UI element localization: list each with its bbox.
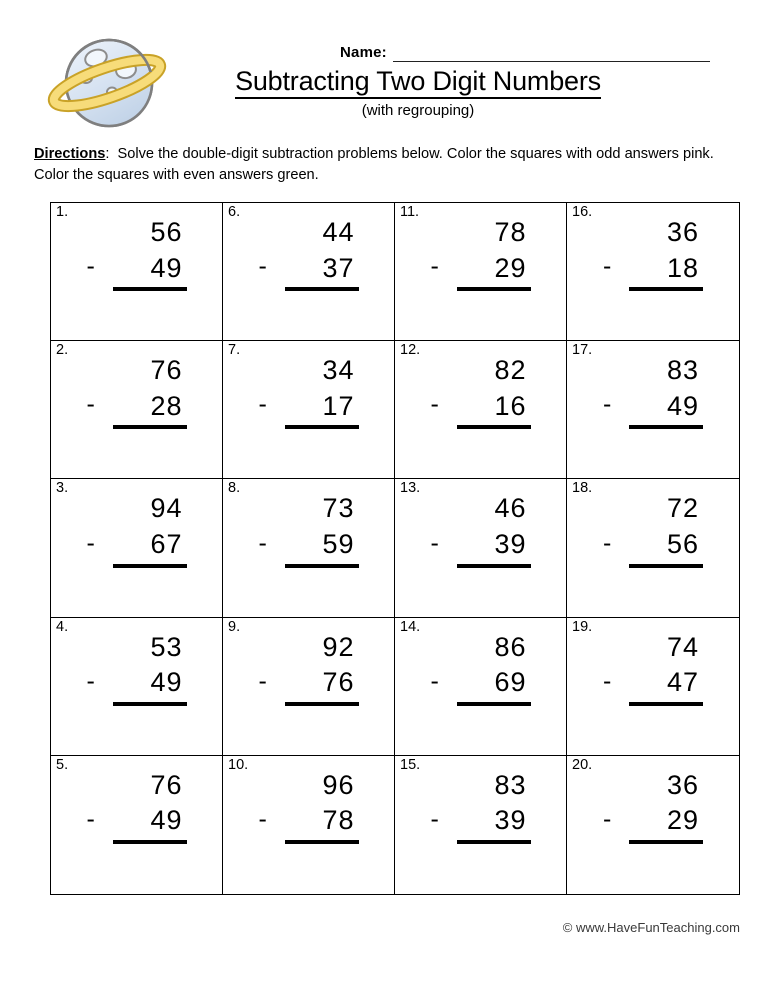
problem-number: 9. (228, 618, 241, 635)
problem-cell[interactable] (223, 618, 395, 756)
problem-stack (603, 215, 703, 291)
problem-cell[interactable] (223, 479, 395, 617)
subtraction-problem (567, 630, 739, 706)
subtrahend: 78 (322, 805, 355, 836)
answer-rule (457, 564, 531, 568)
answer-rule (113, 702, 187, 706)
minuend: 76 (150, 769, 183, 800)
minuend: 73 (322, 493, 355, 524)
answer-rule (285, 564, 359, 568)
subtraction-problem (395, 768, 566, 844)
minuend: 74 (666, 631, 699, 662)
answer-rule (457, 425, 531, 429)
subtrahend: 56 (666, 529, 699, 560)
problem-cell[interactable] (567, 341, 739, 479)
worksheet-header (0, 0, 768, 140)
subtraction-problem (395, 630, 566, 706)
subtraction-problem (395, 353, 566, 429)
answer-rule (113, 425, 187, 429)
name-field-row (340, 44, 710, 62)
directions (34, 144, 740, 185)
minus-operator-icon: - (430, 528, 439, 557)
subtraction-problem (395, 215, 566, 291)
answer-rule (285, 702, 359, 706)
name-label: Name: (340, 44, 387, 61)
problem-cell[interactable] (567, 618, 739, 756)
problem-number: 18. (572, 480, 593, 497)
answer-rule (629, 287, 703, 291)
problem-cell[interactable] (567, 203, 739, 341)
problem-cell[interactable] (223, 341, 395, 479)
subtrahend: 49 (666, 390, 699, 421)
minuend: 34 (322, 355, 355, 386)
subtraction-problem (223, 768, 394, 844)
answer-rule (457, 840, 531, 844)
minuend: 86 (494, 631, 527, 662)
minuend: 36 (666, 769, 699, 800)
problem-stack (259, 491, 359, 567)
answer-rule (285, 840, 359, 844)
problem-number: 19. (572, 618, 593, 635)
subtrahend: 49 (150, 805, 183, 836)
problem-stack (603, 353, 703, 429)
problem-stack (603, 491, 703, 567)
problem-stack (259, 215, 359, 291)
problem-cell[interactable] (51, 479, 223, 617)
subtrahend: 29 (494, 252, 527, 283)
problem-stack (87, 630, 187, 706)
problem-cell[interactable] (51, 341, 223, 479)
problem-cell[interactable] (395, 618, 567, 756)
subtraction-problem (51, 215, 222, 291)
minus-operator-icon: - (258, 252, 267, 281)
problem-stack (431, 630, 531, 706)
minuend: 83 (666, 355, 699, 386)
subtrahend: 76 (322, 667, 355, 698)
minus-operator-icon: - (258, 805, 267, 834)
problem-number: 3. (56, 480, 69, 497)
answer-rule (629, 425, 703, 429)
minus-operator-icon: - (258, 666, 267, 695)
minus-operator-icon: - (603, 390, 612, 419)
subtrahend: 16 (494, 390, 527, 421)
problem-number: 1. (56, 204, 69, 220)
answer-rule (629, 564, 703, 568)
problem-stack (87, 491, 187, 567)
subtraction-problem (51, 768, 222, 844)
minus-operator-icon: - (430, 666, 439, 695)
minus-operator-icon: - (86, 805, 95, 834)
minuend: 46 (494, 493, 527, 524)
subtraction-problem (51, 630, 222, 706)
problem-number: 7. (228, 342, 241, 359)
problem-stack (87, 768, 187, 844)
problem-cell[interactable] (567, 479, 739, 617)
answer-rule (285, 425, 359, 429)
answer-rule (457, 287, 531, 291)
problem-number: 12. (400, 342, 421, 359)
subtraction-problem (223, 215, 394, 291)
minuend: 56 (150, 217, 183, 247)
planet-icon (46, 26, 168, 136)
subtraction-problem (223, 353, 394, 429)
minus-operator-icon: - (430, 252, 439, 281)
minus-operator-icon: - (430, 390, 439, 419)
minus-operator-icon: - (258, 528, 267, 557)
subtraction-problem (51, 491, 222, 567)
subtrahend: 17 (322, 390, 355, 421)
problem-stack (87, 353, 187, 429)
problem-cell[interactable] (395, 756, 567, 894)
problem-number: 11. (400, 204, 420, 220)
page-subtitle: (with regrouping) (361, 102, 475, 120)
answer-rule (629, 702, 703, 706)
problem-stack (259, 768, 359, 844)
subtrahend: 39 (494, 805, 527, 836)
problem-cell[interactable] (51, 756, 223, 894)
problem-stack (87, 215, 187, 291)
minus-operator-icon: - (430, 805, 439, 834)
subtrahend: 59 (322, 529, 355, 560)
subtrahend: 67 (150, 529, 183, 560)
minuend: 96 (322, 769, 355, 800)
problem-stack (259, 353, 359, 429)
title-block (168, 66, 668, 120)
minus-operator-icon: - (86, 666, 95, 695)
answer-rule (629, 840, 703, 844)
subtraction-problem (223, 491, 394, 567)
minuend: 76 (150, 355, 183, 386)
subtrahend: 28 (150, 390, 183, 421)
minus-operator-icon: - (603, 528, 612, 557)
problem-number: 5. (56, 756, 69, 773)
minuend: 36 (666, 217, 699, 247)
problem-cell[interactable] (223, 203, 395, 341)
problem-cell[interactable] (223, 756, 395, 894)
minus-operator-icon: - (86, 390, 95, 419)
minus-operator-icon: - (603, 252, 612, 281)
problem-stack (603, 630, 703, 706)
problem-number: 10. (228, 756, 249, 773)
subtraction-problem (395, 491, 566, 567)
subtrahend: 69 (494, 667, 527, 698)
minuend: 53 (150, 631, 183, 662)
problem-number: 14. (400, 618, 421, 635)
minus-operator-icon: - (86, 528, 95, 557)
problem-cell[interactable] (51, 618, 223, 756)
directions-label: Directions (34, 146, 106, 162)
answer-rule (457, 702, 531, 706)
subtrahend: 49 (150, 667, 183, 698)
directions-text: Solve the double-digit subtraction problems below. Color the squares with odd answers pink. Color the squares with even answers green. (34, 146, 714, 183)
subtrahend: 39 (494, 529, 527, 560)
problem-number: 20. (572, 756, 593, 773)
problem-stack (259, 630, 359, 706)
problem-number: 16. (572, 204, 593, 220)
minus-operator-icon: - (603, 666, 612, 695)
minus-operator-icon: - (258, 390, 267, 419)
problem-number: 4. (56, 618, 69, 635)
problem-cell[interactable] (51, 203, 223, 341)
minuend: 72 (666, 493, 699, 524)
minuend: 82 (494, 355, 527, 386)
answer-rule (113, 840, 187, 844)
minus-operator-icon: - (86, 252, 95, 281)
minuend: 78 (494, 217, 527, 247)
problem-grid (50, 202, 740, 895)
problem-number: 8. (228, 480, 241, 497)
subtrahend: 18 (666, 252, 699, 283)
subtrahend: 37 (322, 252, 355, 283)
minuend: 92 (322, 631, 355, 662)
problem-number: 2. (56, 342, 69, 359)
problem-cell[interactable] (395, 479, 567, 617)
problem-number: 17. (572, 342, 593, 359)
subtraction-problem (567, 353, 739, 429)
subtrahend: 49 (150, 252, 183, 283)
page-title: Subtracting Two Digit Numbers (235, 66, 601, 99)
answer-rule (285, 287, 359, 291)
minuend: 83 (494, 769, 527, 800)
minuend: 94 (150, 493, 183, 524)
directions-separator: : (105, 146, 110, 162)
answer-rule (113, 287, 187, 291)
problem-stack (603, 768, 703, 844)
problem-stack (431, 215, 531, 291)
answer-rule (113, 564, 187, 568)
problem-stack (431, 353, 531, 429)
problem-stack (431, 491, 531, 567)
problem-cell[interactable] (395, 203, 567, 341)
subtraction-problem (567, 768, 739, 844)
name-input-line[interactable] (393, 46, 710, 62)
subtraction-problem (567, 491, 739, 567)
subtrahend: 29 (666, 805, 699, 836)
problem-stack (431, 768, 531, 844)
minuend: 44 (322, 217, 355, 247)
footer-credit: © www.HaveFunTeaching.com (562, 920, 740, 935)
subtraction-problem (567, 215, 739, 291)
subtraction-problem (51, 353, 222, 429)
subtrahend: 47 (666, 667, 699, 698)
problem-cell[interactable] (395, 341, 567, 479)
subtraction-problem (223, 630, 394, 706)
minus-operator-icon: - (603, 805, 612, 834)
problem-number: 13. (400, 480, 421, 497)
problem-number: 15. (400, 756, 421, 773)
problem-cell[interactable] (567, 756, 739, 894)
problem-number: 6. (228, 204, 241, 220)
